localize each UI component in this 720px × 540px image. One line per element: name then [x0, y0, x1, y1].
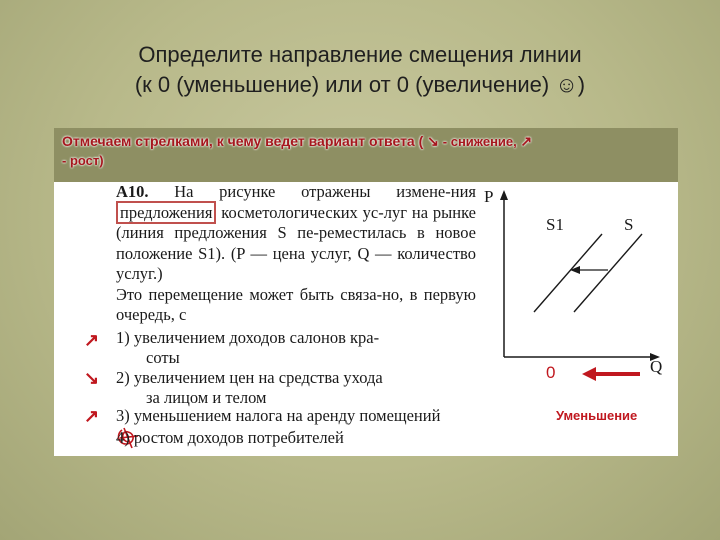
title-line-2 — [0, 70, 720, 100]
supply-shift-graph — [474, 182, 678, 432]
title-line-2-text: (к 0 (уменьшение) или от 0 (увеличение) — [134, 72, 550, 97]
hint-band — [54, 128, 678, 182]
hint-label-up: - рост) — [62, 153, 104, 168]
curve-s-label: S — [624, 215, 634, 234]
hint-label-down: - снижение, — [442, 134, 521, 149]
highlighted-word: предложения — [116, 201, 216, 224]
arrow-down-icon: ↘ — [427, 133, 439, 149]
curve-s1 — [534, 234, 602, 312]
task-statement — [116, 182, 476, 326]
option-1-arrow-up-icon: ↗ — [84, 330, 100, 350]
option-1-line-b: соты — [146, 348, 180, 367]
task-number: А10. — [116, 182, 149, 201]
option-4: 4) ростом доходов потребителей — [116, 428, 344, 447]
option-2-arrow-down-icon: ↘ — [84, 368, 100, 388]
title-line-1: Определите направление смещения линии — [138, 42, 582, 67]
origin-label: 0 — [546, 363, 556, 382]
option-2-line-a: 2) увеличением цен на средства ухода — [116, 368, 383, 387]
y-axis-arrowhead — [500, 190, 508, 200]
arrow-up-icon: ↗ — [520, 133, 533, 149]
task-intro-before: На рисунке отражены измене-ния — [148, 182, 476, 201]
option-3: 3) уменьшением налога на аренду помещений — [116, 406, 441, 425]
shift-arrowhead — [570, 266, 580, 274]
option-2-line-b: за лицом и телом — [146, 388, 267, 407]
option-1-line-a: 1) увеличением доходов салонов кра- — [116, 328, 380, 347]
smiley-icon: ☺) — [555, 72, 586, 97]
option-3-arrow-up-icon: ↗ — [84, 406, 100, 426]
y-axis-label: P — [484, 187, 494, 206]
result-label: Уменьшение — [556, 408, 638, 423]
task-intro-after: косметологических ус-луг на рынке (линия предложения S пе-реместилась в новое положение S1). (P — цена услуг, Q — количество услуг.) — [116, 202, 476, 283]
curve-s1-label: S1 — [546, 215, 564, 234]
x-axis-label: Q — [650, 357, 663, 376]
slide-title — [0, 40, 720, 100]
curve-s — [574, 234, 642, 312]
task-card — [54, 182, 678, 456]
hint-text — [62, 132, 670, 170]
task-question: Это перемещение может быть связа-но, в первую очередь, с — [116, 284, 476, 324]
hint-main: Отмечаем стрелками, к чему ведет вариант ответа ( — [62, 133, 424, 149]
decrease-arrowhead — [582, 367, 596, 381]
